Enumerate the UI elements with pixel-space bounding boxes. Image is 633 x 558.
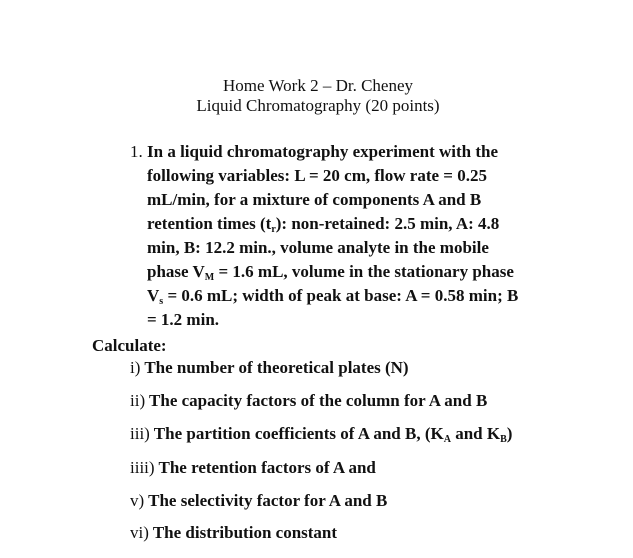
problem-line: phase $V_M = 1.6$ mL, volume in the stationary phase bbox=[147, 262, 514, 283]
calculate-label: Calculate: bbox=[92, 336, 167, 355]
problem-line: In a liquid chromatography experiment with the bbox=[147, 142, 499, 161]
calculate-item: vi) The distribution constant bbox=[130, 523, 338, 542]
calculate-item: v) The selectivity factor for A and B bbox=[130, 491, 388, 510]
problem-line: mL/min, for a mixture of components A and B bbox=[147, 190, 482, 209]
problem-line: min, B: 12.2 min., volume analyte in the mobile bbox=[147, 238, 489, 257]
calculate-item: ii) The capacity factors of the column for A and B bbox=[130, 391, 488, 410]
problem-line: $V_s = 0.6$ mL; width of peak at base: A = 0.58 min; B bbox=[147, 286, 519, 307]
calculate-item: iiii) The retention factors of A and bbox=[130, 458, 376, 477]
calculate-item: iii) The partition coefficients of A and B, ($K_A$ and $K_B$) bbox=[130, 424, 513, 445]
document-subtitle: Liquid Chromatography (20 points) bbox=[196, 96, 440, 115]
document-title: Home Work 2 – Dr. Cheney bbox=[222, 76, 413, 95]
calculate-item: i) The number of theoretical plates (N) bbox=[130, 358, 409, 377]
problem-number: 1. bbox=[130, 142, 143, 161]
problem-line: retention times $(t_r)$: non-retained: 2.5 min, A: 4.8 bbox=[147, 214, 500, 235]
problem-line: = 1.2 min. bbox=[147, 310, 220, 329]
problem-line: following variables: L = 20 cm, flow rate = 0.25 bbox=[147, 166, 487, 185]
